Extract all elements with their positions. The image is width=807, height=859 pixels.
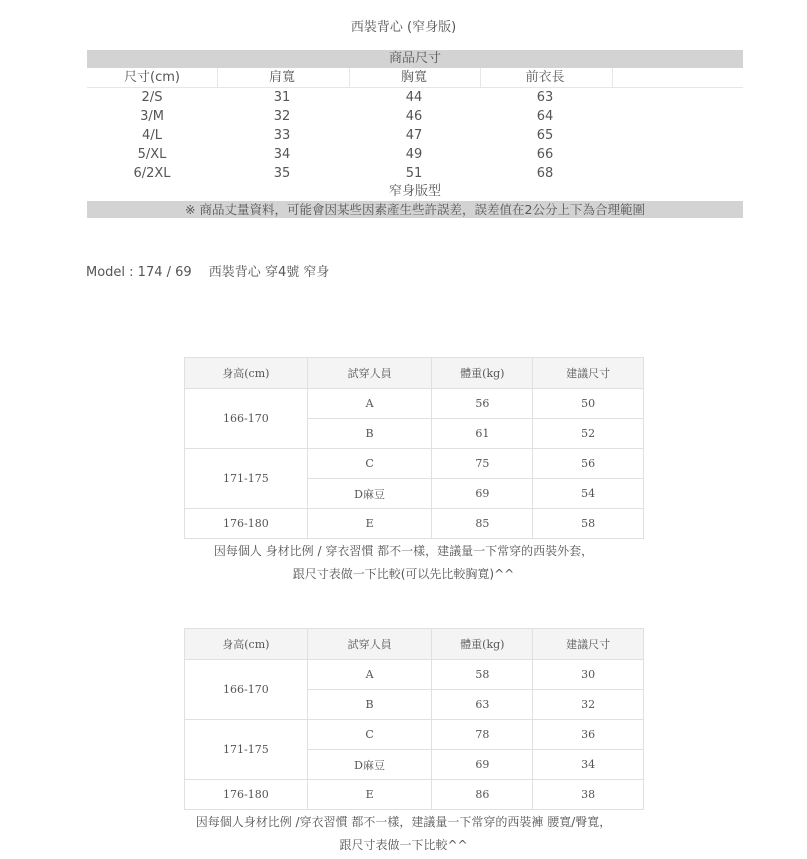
model-info: Model : 174 / 69 西裝背心 穿4號 窄身 xyxy=(86,265,330,280)
weight-cell: 61 xyxy=(432,419,533,449)
fit-table-trousers-caption-line1: 因每個人身材比例 /穿衣習慣 都不一樣，建議量一下常穿的西裝褲 腰寬/臀寬， xyxy=(195,815,612,829)
tester-cell: B xyxy=(307,419,432,449)
suggested-size-cell: 34 xyxy=(533,750,644,780)
fit-table-vest-caption-line1: 因每個人 身材比例 / 穿衣習慣 都不一樣，建議量一下常穿的西裝外套， xyxy=(213,544,594,558)
table-row xyxy=(185,720,644,750)
suggested-size-cell: 38 xyxy=(533,780,644,810)
height-cell: 166-170 xyxy=(185,389,308,449)
table-row xyxy=(87,126,743,145)
header-height: 身高(cm) xyxy=(185,358,308,389)
length-cell: 65 xyxy=(536,128,554,143)
length-cell: 66 xyxy=(536,147,554,162)
suggested-size-cell: 54 xyxy=(533,479,644,509)
weight-cell: 58 xyxy=(432,660,533,690)
measurement-note: ※ 商品丈量資料，可能會因某些因素產生些許誤差，誤差值在2公分上下為合理範圍 xyxy=(87,201,743,218)
length-cell: 68 xyxy=(536,166,554,181)
table-row xyxy=(87,145,743,164)
height-cell: 176-180 xyxy=(185,509,308,539)
weight-cell: 63 xyxy=(432,690,533,720)
size-cell: 5/XL xyxy=(137,147,167,162)
suggested-size-cell: 52 xyxy=(533,419,644,449)
shoulder-cell: 33 xyxy=(273,128,291,143)
table-row xyxy=(87,107,743,126)
height-cell: 171-175 xyxy=(185,449,308,509)
fit-type-label: 窄身版型 xyxy=(388,184,441,199)
table-row xyxy=(185,509,644,539)
column-divider xyxy=(217,68,218,87)
chest-cell: 47 xyxy=(405,128,423,143)
suggested-size-cell: 36 xyxy=(533,720,644,750)
tester-cell: E xyxy=(307,780,432,810)
tester-cell: B xyxy=(307,690,432,720)
tester-cell: C xyxy=(307,720,432,750)
column-divider xyxy=(612,68,613,87)
weight-cell: 69 xyxy=(432,479,533,509)
tester-cell: A xyxy=(307,660,432,690)
column-header-size: 尺寸(cm) xyxy=(124,70,180,85)
suggested-size-cell: 32 xyxy=(533,690,644,720)
tester-cell: E xyxy=(307,509,432,539)
chest-cell: 44 xyxy=(405,90,423,105)
table-row xyxy=(87,88,743,107)
height-cell: 166-170 xyxy=(185,660,308,720)
suggested-size-cell: 30 xyxy=(533,660,644,690)
tester-cell: D麻豆 xyxy=(307,479,432,509)
weight-cell: 69 xyxy=(432,750,533,780)
header-tester: 試穿人員 xyxy=(307,358,432,389)
header-weight: 體重(kg) xyxy=(432,358,533,389)
shoulder-cell: 34 xyxy=(273,147,291,162)
header-tester: 試穿人員 xyxy=(307,629,432,660)
header-suggested-size: 建議尺寸 xyxy=(533,629,644,660)
weight-cell: 75 xyxy=(432,449,533,479)
tester-cell: A xyxy=(307,389,432,419)
size-cell: 2/S xyxy=(141,90,163,105)
suggested-size-cell: 58 xyxy=(533,509,644,539)
header-height: 身高(cm) xyxy=(185,629,308,660)
tester-cell: D麻豆 xyxy=(307,750,432,780)
weight-cell: 78 xyxy=(432,720,533,750)
header-suggested-size: 建議尺寸 xyxy=(533,358,644,389)
tester-cell: C xyxy=(307,449,432,479)
table-header-row xyxy=(185,629,644,660)
weight-cell: 85 xyxy=(432,509,533,539)
shoulder-cell: 32 xyxy=(273,109,291,124)
column-divider xyxy=(480,68,481,87)
column-divider xyxy=(349,68,350,87)
size-chart xyxy=(87,50,743,218)
size-chart-header-row xyxy=(87,68,743,88)
column-header-shoulder: 肩寬 xyxy=(268,70,295,85)
column-header-length: 前衣長 xyxy=(525,70,565,85)
table-row xyxy=(185,780,644,810)
size-chart-heading: 商品尺寸 xyxy=(87,50,743,68)
suggested-size-cell: 56 xyxy=(533,449,644,479)
fit-table-vest xyxy=(184,357,644,539)
size-cell: 3/M xyxy=(140,109,164,124)
fit-table-vest-caption-line2: 跟尺寸表做一下比較(可以先比較胸寬)^^ xyxy=(292,567,515,581)
fit-table-trousers-caption-line2: 跟尺寸表做一下比較^^ xyxy=(339,838,468,852)
height-cell: 176-180 xyxy=(185,780,308,810)
length-cell: 64 xyxy=(536,109,554,124)
length-cell: 63 xyxy=(536,90,554,105)
chest-cell: 51 xyxy=(405,166,423,181)
chest-cell: 46 xyxy=(405,109,423,124)
weight-cell: 86 xyxy=(432,780,533,810)
shoulder-cell: 35 xyxy=(273,166,291,181)
size-cell: 6/2XL xyxy=(133,166,171,181)
table-row xyxy=(185,389,644,419)
fit-table-trousers xyxy=(184,628,644,810)
weight-cell: 56 xyxy=(432,389,533,419)
table-row xyxy=(185,449,644,479)
chest-cell: 49 xyxy=(405,147,423,162)
table-row xyxy=(87,164,743,183)
column-header-chest: 胸寬 xyxy=(400,70,427,85)
header-weight: 體重(kg) xyxy=(432,629,533,660)
height-cell: 171-175 xyxy=(185,720,308,780)
table-row xyxy=(185,660,644,690)
shoulder-cell: 31 xyxy=(273,90,291,105)
suggested-size-cell: 50 xyxy=(533,389,644,419)
table-header-row xyxy=(185,358,644,389)
page-title: 西裝背心 (窄身版) xyxy=(350,20,457,35)
size-cell: 4/L xyxy=(142,128,162,143)
